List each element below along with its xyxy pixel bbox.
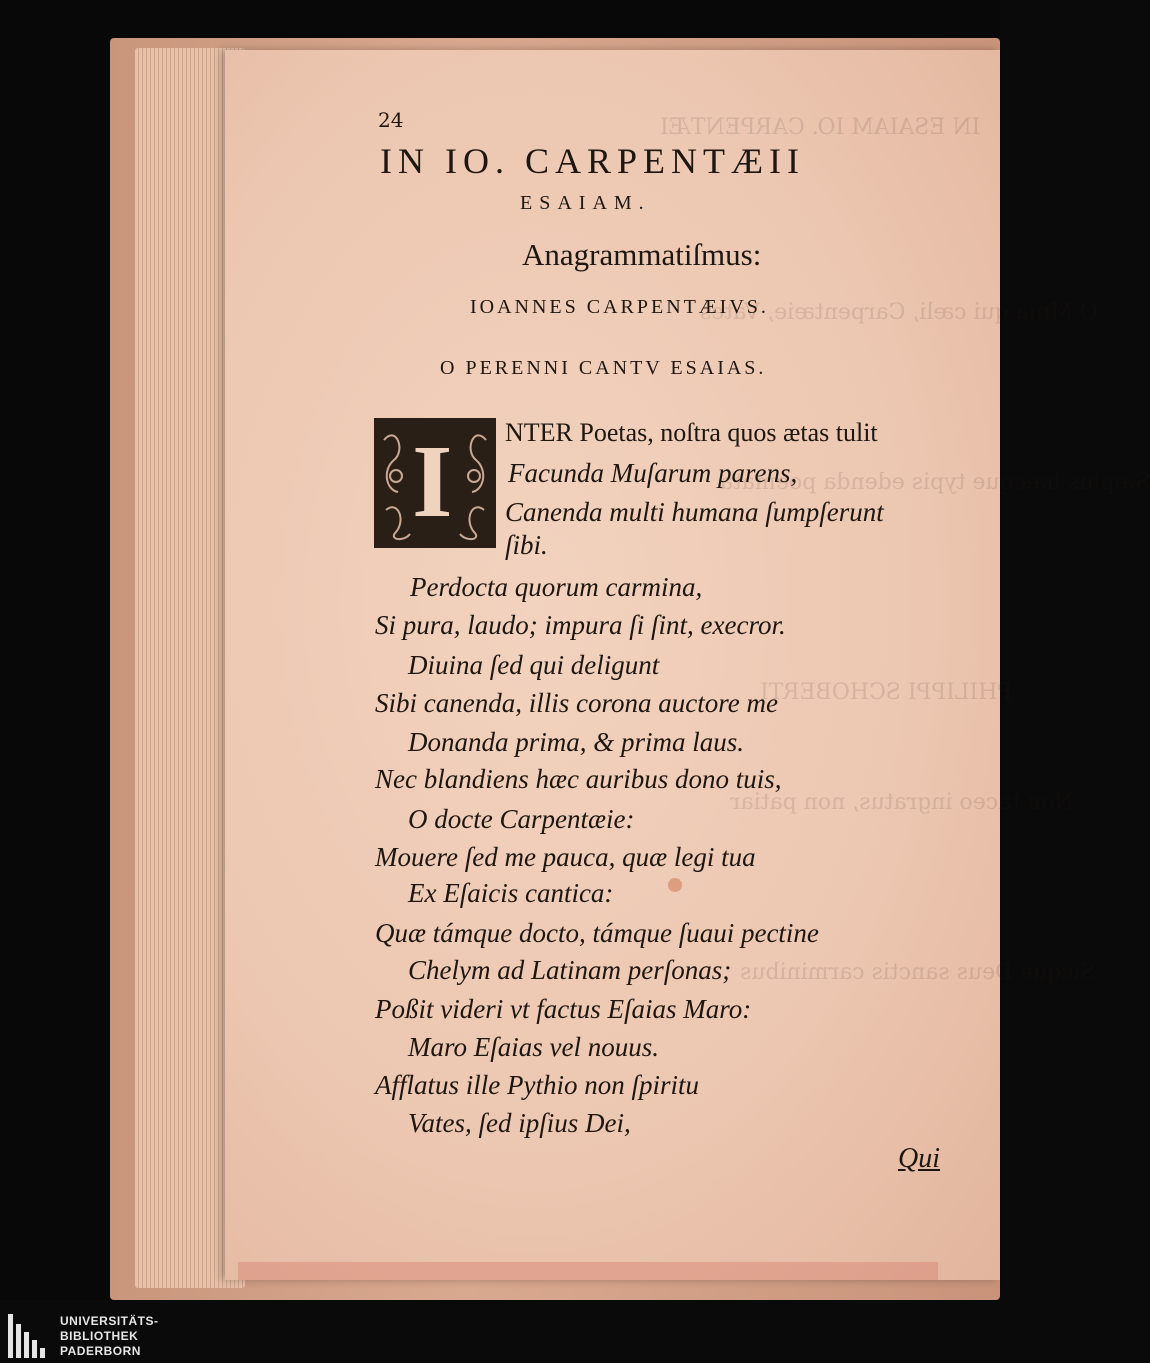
initial-letter: I [412, 424, 453, 539]
verse-line: O docte Carpentæie: [408, 804, 635, 834]
page-title: IN IO. CARPENTÆII [380, 141, 805, 181]
verse-line: Perdocta quorum carmina, [410, 572, 703, 602]
page-number: 24 [378, 108, 404, 132]
verse-line: Ex Eſaicis cantica: [408, 878, 614, 908]
verse-line: Donanda prima, & prima laus. [408, 727, 745, 757]
catchword: Qui [898, 1143, 940, 1174]
verse-line: Canenda multi humana ſumpſerunt [505, 497, 884, 527]
bleed-through: O Mnia Sæpius hæcque Non Sicque [972, 300, 1150, 985]
verse-line: ſibi. [505, 530, 548, 560]
library-name [60, 1314, 159, 1359]
library-name-line: UNIVERSITÄTS- [60, 1314, 159, 1328]
library-name-line: BIBLIOTHEK [60, 1329, 139, 1343]
verse-line: Vates, ſed ipſius Dei, [408, 1108, 631, 1138]
verse-line: Mouere ſed me pauca, quæ legi tua [375, 842, 756, 872]
author-name: IOANNES CARPENTÆIVS. [470, 296, 769, 318]
decorated-initial [374, 418, 496, 548]
page-subtitle: ESAIAM. [520, 192, 651, 214]
verse-line: Poßit videri vt factus Eſaias Maro: [375, 994, 752, 1024]
library-name-line: PADERBORN [60, 1344, 141, 1358]
verse-line: Si pura, laudo; impura ſi ſint, execror. [375, 610, 786, 640]
anagram-text: O PERENNI CANTV ESAIAS. [440, 357, 767, 379]
library-logo [8, 1312, 208, 1360]
verse-line: NTER Poetas, noſtra quos ætas tulit [505, 418, 878, 447]
verse-line: Facunda Muſarum parens, [508, 458, 798, 488]
section-heading: Anagrammatiſmus: [522, 237, 762, 272]
verse-line: Maro Eſaias vel nouus. [408, 1032, 659, 1062]
verse-line: Diuina ſed qui deligunt [408, 650, 660, 680]
verse-line: Nec blandiens hæc auribus dono tuis, [375, 764, 782, 794]
verse-line: Chelym ad Latinam perſonas; [408, 955, 732, 985]
verse-line: Quæ támque docto, támque ſuaui pectine [375, 918, 819, 948]
verse-line: Afflatus ille Pythio non ſpiritu [375, 1070, 699, 1100]
verse-line: Sibi canenda, illis corona auctore me [375, 688, 778, 718]
paper-stain [668, 878, 682, 892]
library-bars-icon [8, 1314, 48, 1358]
